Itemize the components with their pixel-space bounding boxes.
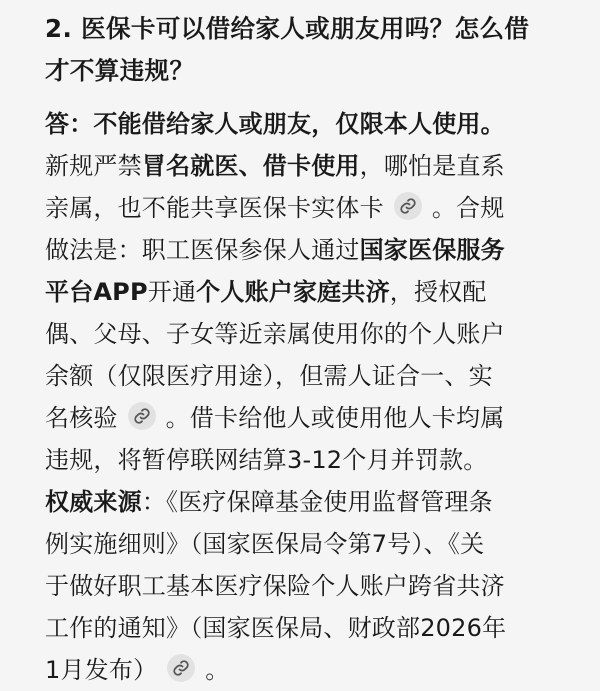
question-line: 2. 医保卡可以借给家人或朋友用吗？怎么借 bbox=[45, 14, 530, 43]
text: ，哪怕是直系 bbox=[359, 152, 505, 180]
answer-line bbox=[45, 145, 565, 187]
answer-line bbox=[45, 649, 565, 691]
answer-line: 违规，将暂停联网结算3-12个月并罚款。 bbox=[45, 446, 488, 474]
link-icon[interactable] bbox=[167, 654, 195, 682]
text: 亲属，也不能共享医保卡实体卡 bbox=[45, 194, 384, 222]
text: 做法是：职工医保参保人通过 bbox=[45, 236, 360, 264]
source-label: 权威来源 bbox=[45, 488, 142, 516]
answer-line bbox=[45, 481, 565, 523]
text: 新规严禁 bbox=[45, 152, 142, 180]
text: 。 bbox=[205, 656, 230, 684]
link-icon[interactable] bbox=[394, 192, 422, 220]
answer-line bbox=[45, 187, 565, 229]
answer-body bbox=[45, 103, 565, 691]
question-heading bbox=[45, 8, 565, 92]
answer-line bbox=[45, 397, 565, 439]
text: 名核验 bbox=[45, 404, 118, 432]
answer-lead: 答：不能借给家人或朋友，仅限本人使用。 bbox=[45, 110, 505, 138]
emphasis: 冒名就医、借卡使用 bbox=[141, 152, 360, 180]
text: ：《医疗保障基金使用监督管理条 bbox=[141, 488, 493, 516]
answer-line: 工作的通知》（国家医保局、财政部2026年 bbox=[45, 614, 507, 642]
answer-line bbox=[45, 229, 565, 271]
answer-line: 偶、父母、子女等近亲属使用你的个人账户 bbox=[45, 320, 505, 348]
text: 开通 bbox=[147, 278, 197, 306]
text: 。借卡给他人或使用他人卡均属 bbox=[165, 404, 505, 432]
text: ，授权配 bbox=[389, 278, 487, 306]
text: 1月发布） bbox=[45, 656, 158, 684]
emphasis: 平台APP bbox=[45, 278, 148, 306]
question-line: 才不算违规？ bbox=[45, 56, 195, 85]
emphasis: 国家医保服务 bbox=[359, 236, 505, 264]
answer-line: 例实施细则》（国家医保局令第7号）、《关 bbox=[45, 530, 485, 558]
answer-line bbox=[45, 271, 565, 313]
text: 。合规 bbox=[431, 194, 505, 222]
link-icon[interactable] bbox=[128, 402, 156, 430]
emphasis: 个人账户家庭共济 bbox=[196, 278, 390, 306]
answer-line: 于做好职工基本医疗保险个人账户跨省共济 bbox=[45, 572, 505, 600]
answer-line: 余额（仅限医疗用途），但需人证合一、实 bbox=[45, 362, 493, 390]
